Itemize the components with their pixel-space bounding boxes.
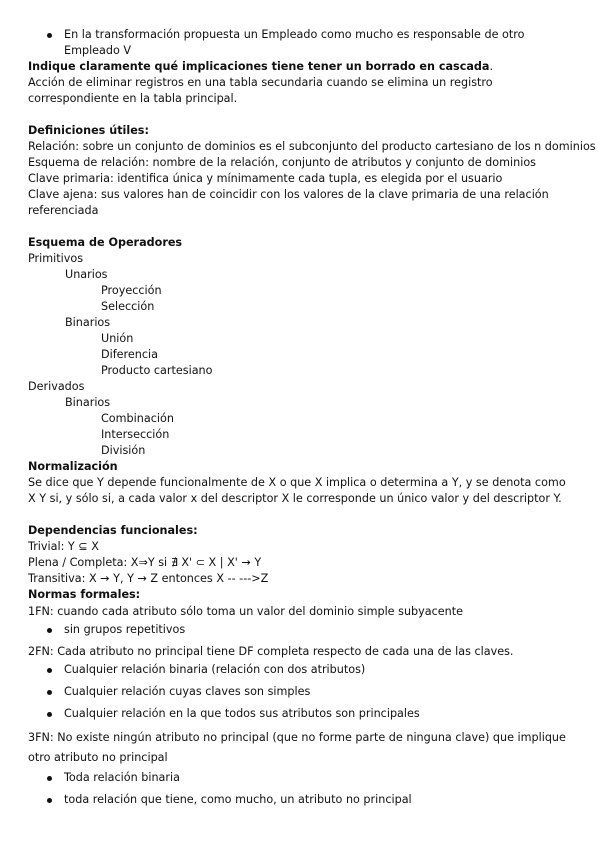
operators-binarios: Binarios [65,316,111,329]
definition-item: Clave ajena: sus valores han de coincidir con los valores de la clave primaria de una relación referenciada [28,188,549,217]
fn2-text: 2FN: Cada atributo no principal tiene DF completa respecto de cada una de las claves. [28,645,514,658]
definition-item: Esquema de relación: nombre de la relación, conjunto de atributos y conjunto de dominios [28,156,537,169]
document-page [28,27,596,814]
list-item [28,770,576,786]
list-item [28,792,576,808]
bullet-icon [47,776,52,781]
definitions-heading: Definiciones útiles: [28,124,149,137]
operators-primitivos: Primitivos [28,252,84,265]
operators-unarios: Unarios [65,268,108,281]
list-item-text: sin grupos repetitivos [64,623,186,636]
normal-forms-heading: Normas formales: [28,588,141,601]
list-item-text: Cualquier relación binaria (relación con dos atributos) [64,663,366,676]
operator-item: Producto cartesiano [101,364,213,377]
bullet-icon [47,690,52,695]
bullet-icon [47,668,52,673]
operator-item: Selección [101,300,155,313]
operator-item: División [101,444,146,457]
list-item [28,684,576,700]
operator-item: Combinación [101,412,174,425]
normalization-text: Se dice que Y depende funcionalmente de X o que X implica o determina a Y, y se denota como X Y si, y sólo si, a cada valor x del descriptor X le corresponde un único valor y del descriptor Y. [28,476,566,505]
list-item-text: toda relación que tiene, como mucho, un atributo no principal [64,793,412,806]
operator-item: Proyección [101,284,162,297]
dependency-item: Trivial: Y ⊆ X [28,540,99,553]
dependencies-heading: Dependencias funcionales: [28,524,198,537]
operator-item: Diferencia [101,348,158,361]
cascade-heading-end: . [489,60,494,73]
list-item [28,662,576,678]
fn1-text: 1FN: cuando cada atributo sólo toma un valor del dominio simple subyacente [28,605,464,618]
operators-derivados: Derivados [28,380,85,393]
definition-item: Relación: sobre un conjunto de dominios es el subconjunto del producto cartesiano de los n dominios [28,140,596,153]
normalization-heading: Normalización [28,460,118,473]
list-item-text: Cualquier relación cuyas claves son simples [64,685,311,698]
list-item [28,27,576,59]
list-item [28,706,576,722]
bullet-icon [47,33,52,38]
cascade-answer: Acción de eliminar registros en una tabla secundaria cuando se elimina un registro correspondiente en la tabla principal. [28,76,493,105]
list-item [28,622,576,638]
list-item-text: Toda relación binaria [64,771,180,784]
definition-item: Clave primaria: identifica única y mínimamente cada tupla, es elegida por el usuario [28,172,503,185]
operators-heading: Esquema de Operadores [28,236,183,249]
operators-derivados-binarios: Binarios [65,396,111,409]
dependency-item: Transitiva: X → Y, Y → Z entonces X -- --->Z [28,572,269,585]
cascade-question [28,59,576,75]
fn3-text: 3FN: No existe ningún atributo no principal (que no forme parte de ninguna clave) que implique otro atributo no principal [28,731,566,764]
bullet-icon [47,712,52,717]
bullet-icon [47,628,52,633]
list-item-text: En la transformación propuesta un Empleado como mucho es responsable de otro Empleado V [64,28,525,57]
dependency-item: Plena / Completa: X⇒Y si ∄ X' ⊂ X | X' → Y [28,556,262,569]
operator-item: Unión [101,332,134,345]
cascade-heading: Indique claramente qué implicaciones tiene tener un borrado en cascada [28,60,490,73]
bullet-icon [47,798,52,803]
operator-item: Intersección [101,428,170,441]
list-item-text: Cualquier relación en la que todos sus atributos son principales [64,707,420,720]
